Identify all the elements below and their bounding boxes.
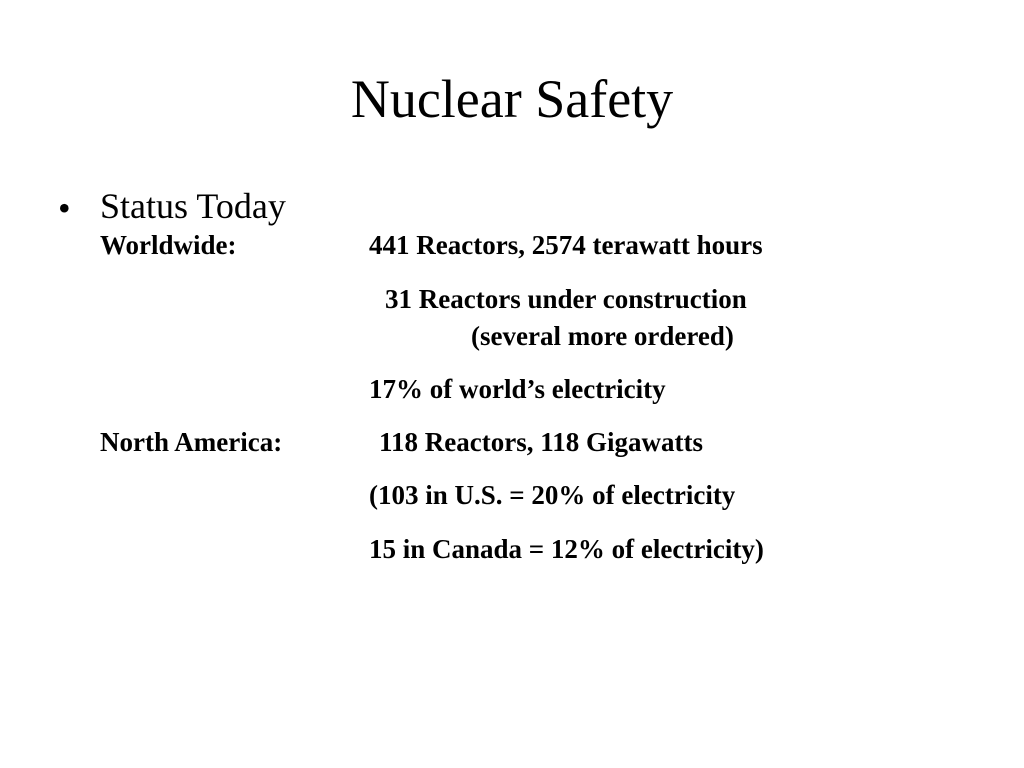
bullet-icon: • [58, 188, 71, 228]
worldwide-line: (several more ordered) [471, 321, 734, 351]
north-america-line: 15 in Canada = 12% of electricity) [369, 534, 764, 564]
worldwide-line: 17% of world’s electricity [369, 374, 666, 404]
north-america-line: 118 Reactors, 118 Gigawatts [379, 427, 703, 457]
worldwide-line: 441 Reactors, 2574 terawatt hours [369, 230, 763, 260]
bullet-heading: Status Today [100, 186, 286, 226]
worldwide-line: 31 Reactors under construction [385, 284, 747, 314]
slide-title: Nuclear Safety [350, 69, 674, 129]
worldwide-label: Worldwide: [100, 230, 237, 260]
north-america-label: North America: [100, 427, 283, 457]
north-america-line: (103 in U.S. = 20% of electricity [369, 480, 736, 510]
